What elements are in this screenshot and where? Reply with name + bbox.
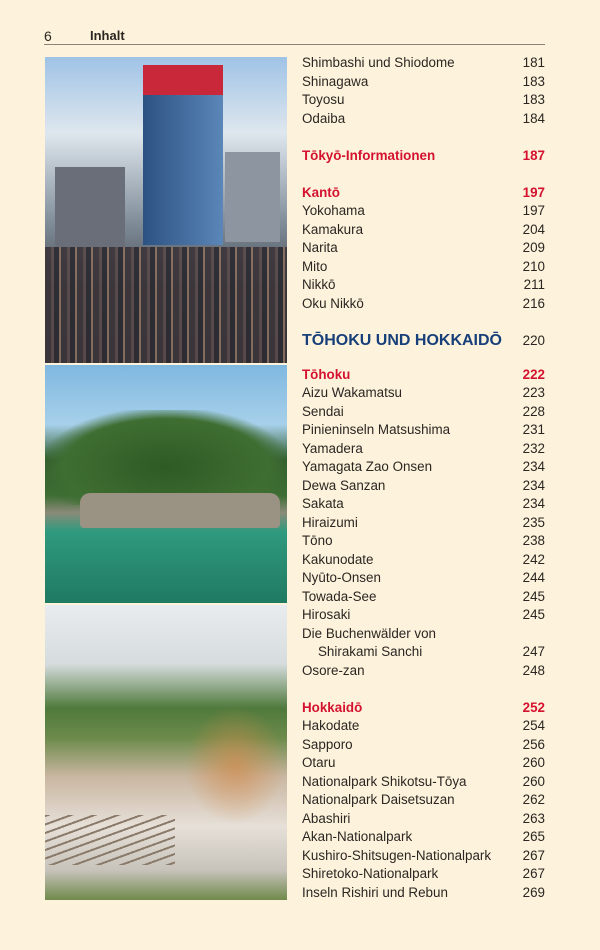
toc-entry-label: Tōkyō-Informationen bbox=[302, 147, 436, 163]
toc-page-number: 234 bbox=[522, 477, 545, 493]
toc-entry[interactable] bbox=[302, 791, 545, 810]
toc-page-number: 247 bbox=[522, 644, 545, 659]
toc-page-number: 265 bbox=[522, 829, 545, 844]
photo-jigokudani-valley bbox=[45, 605, 287, 900]
toc-page-number: 232 bbox=[522, 440, 545, 456]
toc-chapter-heading[interactable] bbox=[302, 330, 545, 352]
toc-entry[interactable] bbox=[302, 625, 545, 644]
toc-entry-label: Yokohama bbox=[302, 203, 365, 218]
toc-entry[interactable] bbox=[302, 421, 545, 440]
toc-entry-label: Mito bbox=[302, 258, 328, 274]
toc-entry[interactable] bbox=[302, 495, 545, 514]
toc-page-number: 223 bbox=[522, 385, 545, 400]
toc-entry-label: Hiraizumi bbox=[302, 514, 358, 530]
toc-entry-label: Hirosaki bbox=[302, 607, 351, 622]
toc-section-heading[interactable] bbox=[302, 147, 545, 166]
toc-page-number: 260 bbox=[522, 755, 545, 770]
toc-entry[interactable] bbox=[302, 295, 545, 314]
toc-entry[interactable] bbox=[302, 773, 545, 792]
toc-section bbox=[302, 699, 545, 903]
toc-section bbox=[302, 147, 545, 166]
toc-entry-label: Abashiri bbox=[302, 810, 351, 826]
toc-entry[interactable] bbox=[302, 54, 545, 73]
toc-entry[interactable] bbox=[302, 276, 545, 295]
toc-page-number: 183 bbox=[522, 92, 545, 107]
toc-section-heading[interactable] bbox=[302, 366, 545, 385]
toc-page-number: 256 bbox=[522, 736, 545, 752]
toc-page-number: 234 bbox=[522, 459, 545, 474]
toc-page-number: 228 bbox=[522, 403, 545, 419]
photo-shibuya-crossing bbox=[45, 57, 287, 363]
toc-entry[interactable] bbox=[302, 73, 545, 92]
toc-page-number: 267 bbox=[522, 847, 545, 863]
toc-entry-label: Kushiro-Shitsugen-Nationalpark bbox=[302, 847, 492, 863]
toc-entry-label: Dewa Sanzan bbox=[302, 477, 386, 493]
toc-entry-label: Kakunodate bbox=[302, 551, 374, 567]
toc-page-number: 248 bbox=[522, 662, 545, 678]
toc-section bbox=[302, 54, 545, 128]
toc-entry[interactable] bbox=[302, 606, 545, 625]
toc-page-number: 197 bbox=[522, 203, 545, 218]
toc-entry[interactable] bbox=[302, 221, 545, 240]
toc-entry-label: Sakata bbox=[302, 496, 344, 511]
toc-entry[interactable] bbox=[302, 847, 545, 866]
toc-entry-label: Hakodate bbox=[302, 718, 360, 733]
toc-entry-label: Shimbashi und Shiodome bbox=[302, 55, 455, 70]
toc-entry-label: Aizu Wakamatsu bbox=[302, 385, 402, 400]
toc-page-number: 260 bbox=[522, 773, 545, 789]
toc-entry-label: TŌHOKU UND HOKKAIDŌ bbox=[302, 331, 502, 349]
toc-entry[interactable] bbox=[302, 514, 545, 533]
toc-section-heading[interactable] bbox=[302, 699, 545, 718]
toc-page-number: 216 bbox=[522, 295, 545, 311]
toc-page-number: 244 bbox=[522, 570, 545, 585]
toc-section bbox=[302, 366, 545, 681]
toc-page-number: 245 bbox=[522, 588, 545, 604]
page-number: 6 bbox=[44, 28, 52, 44]
toc-section bbox=[302, 184, 545, 314]
toc-page-number: 263 bbox=[522, 810, 545, 826]
toc-entry-label: Shinagawa bbox=[302, 73, 369, 89]
toc-entry[interactable] bbox=[302, 110, 545, 129]
toc-entry[interactable] bbox=[302, 458, 545, 477]
toc-entry-label: Nationalpark Daisetsuzan bbox=[302, 792, 455, 807]
toc-entry-label: Otaru bbox=[302, 755, 336, 770]
toc-page-number: 245 bbox=[522, 607, 545, 622]
toc-entry[interactable] bbox=[302, 532, 545, 551]
toc-entry[interactable] bbox=[302, 884, 545, 903]
toc-entry-label: Nyūto-Onsen bbox=[302, 570, 381, 585]
toc-entry[interactable] bbox=[302, 569, 545, 588]
toc-entry[interactable] bbox=[302, 440, 545, 459]
toc-entry-label: Pinieninseln Matsushima bbox=[302, 422, 451, 437]
toc-page-number: 197 bbox=[522, 184, 545, 200]
toc-entry-label: Sapporo bbox=[302, 736, 353, 752]
toc-page-number: 269 bbox=[522, 884, 545, 900]
table-of-contents bbox=[302, 54, 545, 921]
toc-entry-label: Akan-Nationalpark bbox=[302, 829, 413, 844]
toc-page-number: 210 bbox=[522, 258, 545, 274]
toc-entry[interactable] bbox=[302, 865, 545, 884]
toc-entry[interactable] bbox=[302, 810, 545, 829]
toc-entry-label: Oku Nikkō bbox=[302, 295, 364, 311]
toc-entry[interactable] bbox=[302, 91, 545, 110]
toc-page-number: 222 bbox=[522, 366, 545, 382]
toc-entry-label: Osore-zan bbox=[302, 662, 365, 678]
toc-entry-label: Tōno bbox=[302, 533, 333, 548]
toc-entry[interactable] bbox=[302, 643, 545, 662]
toc-entry-label: Kantō bbox=[302, 184, 340, 200]
toc-entry[interactable] bbox=[302, 551, 545, 570]
toc-entry-label: Yamadera bbox=[302, 440, 363, 456]
toc-entry[interactable] bbox=[302, 477, 545, 496]
toc-page-number: 204 bbox=[522, 221, 545, 237]
toc-entry[interactable] bbox=[302, 736, 545, 755]
toc-entry[interactable] bbox=[302, 828, 545, 847]
toc-entry[interactable] bbox=[302, 258, 545, 277]
toc-page-number: 235 bbox=[522, 514, 545, 530]
toc-entry[interactable] bbox=[302, 403, 545, 422]
toc-entry-label: Odaiba bbox=[302, 110, 346, 126]
header-rule bbox=[44, 44, 545, 45]
toc-page-number: 181 bbox=[522, 55, 545, 70]
toc-entry[interactable] bbox=[302, 754, 545, 773]
toc-page-number: 262 bbox=[522, 792, 545, 807]
toc-entry-label: Tōhoku bbox=[302, 366, 351, 382]
toc-page-number: 231 bbox=[522, 422, 545, 437]
toc-entry-label: Die Buchenwälder von bbox=[302, 625, 436, 641]
toc-entry-label: Narita bbox=[302, 240, 338, 255]
toc-page-number: 238 bbox=[522, 533, 545, 548]
toc-section bbox=[302, 330, 545, 352]
toc-page-number: 209 bbox=[522, 240, 545, 255]
toc-page-number: 242 bbox=[522, 551, 545, 567]
toc-page-number: 254 bbox=[522, 718, 545, 733]
toc-page-number: 211 bbox=[523, 277, 545, 292]
toc-entry[interactable] bbox=[302, 717, 545, 736]
photo-matsushima-island bbox=[45, 365, 287, 603]
toc-entry-label: Nikkō bbox=[302, 277, 336, 292]
toc-entry[interactable] bbox=[302, 588, 545, 607]
page-title: Inhalt bbox=[90, 28, 125, 43]
toc-entry-label: Inseln Rishiri und Rebun bbox=[302, 884, 448, 900]
toc-page-number: 187 bbox=[522, 147, 545, 163]
toc-entry-label: Toyosu bbox=[302, 92, 345, 107]
toc-entry[interactable] bbox=[302, 662, 545, 681]
toc-section-heading[interactable] bbox=[302, 184, 545, 203]
toc-entry-label: Kamakura bbox=[302, 221, 364, 237]
toc-page-number: 184 bbox=[522, 110, 545, 126]
toc-entry-label: Sendai bbox=[302, 403, 344, 419]
toc-entry-label: Nationalpark Shikotsu-Tōya bbox=[302, 773, 467, 789]
toc-entry[interactable] bbox=[302, 239, 545, 258]
toc-entry-label: Towada-See bbox=[302, 588, 377, 604]
toc-entry-label: Shiretoko-Nationalpark bbox=[302, 866, 439, 881]
toc-entry-label: Hokkaidō bbox=[302, 699, 363, 715]
toc-page-number: 183 bbox=[522, 73, 545, 89]
toc-page-number: 234 bbox=[522, 496, 545, 511]
toc-entry[interactable] bbox=[302, 384, 545, 403]
toc-entry[interactable] bbox=[302, 202, 545, 221]
toc-page-number: 220 bbox=[522, 332, 545, 348]
toc-entry-label: Shirakami Sanchi bbox=[318, 644, 423, 659]
toc-entry-label: Yamagata Zao Onsen bbox=[302, 459, 433, 474]
toc-page-number: 252 bbox=[522, 699, 545, 715]
toc-page-number: 267 bbox=[522, 866, 545, 881]
